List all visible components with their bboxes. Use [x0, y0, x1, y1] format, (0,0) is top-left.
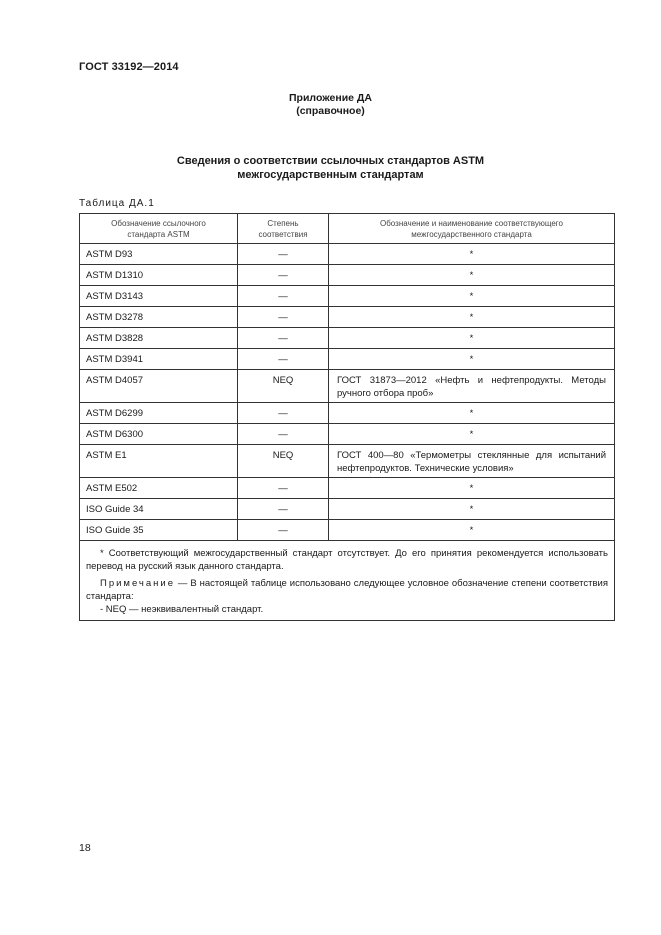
- cell-degree: —: [238, 265, 329, 286]
- appendix-subtitle: (справочное): [296, 105, 365, 117]
- table-row: [80, 349, 615, 370]
- column-header-degree: [238, 214, 329, 244]
- table-row: [80, 244, 615, 265]
- cell-reference: *: [329, 478, 615, 499]
- cell-reference: *: [329, 403, 615, 424]
- cell-degree: —: [238, 349, 329, 370]
- cell-degree: NEQ: [238, 445, 329, 478]
- section-title: [0, 154, 661, 182]
- cell-standard: ASTM D1310: [80, 265, 238, 286]
- cell-standard: ASTM D6299: [80, 403, 238, 424]
- cell-standard: ISO Guide 35: [80, 520, 238, 541]
- page-number: 18: [79, 842, 91, 854]
- cell-reference: *: [329, 265, 615, 286]
- cell-reference: *: [329, 328, 615, 349]
- standards-table: [79, 213, 615, 621]
- cell-reference: *: [329, 286, 615, 307]
- table-row: [80, 370, 615, 403]
- column-header-line: межгосударственного стандарта: [411, 229, 532, 239]
- section-title-line-2: межгосударственным стандартам: [237, 169, 424, 181]
- column-header-line: Обозначение и наименование соответствующего: [380, 218, 563, 228]
- note-text: — В настоящей таблице использовано следующее условное обозначение степени соответствия стандарта:: [86, 578, 608, 602]
- table-row: [80, 307, 615, 328]
- table-footnote-cell: [80, 541, 615, 621]
- table-row: [80, 520, 615, 541]
- table-row: [80, 328, 615, 349]
- cell-degree: —: [238, 478, 329, 499]
- cell-standard: ASTM D3278: [80, 307, 238, 328]
- cell-standard: ASTM D6300: [80, 424, 238, 445]
- table-label: Таблица ДА.1: [79, 198, 155, 209]
- table-row: [80, 286, 615, 307]
- column-header-line: стандарта ASTM: [127, 229, 190, 239]
- note-label: Примечание: [100, 578, 175, 589]
- table-header-row: [80, 214, 615, 244]
- column-header-line: соответствия: [258, 229, 308, 239]
- column-header-line: Степень: [267, 218, 299, 228]
- cell-standard: ISO Guide 34: [80, 499, 238, 520]
- cell-degree: —: [238, 286, 329, 307]
- cell-standard: ASTM D3941: [80, 349, 238, 370]
- table-row: [80, 403, 615, 424]
- table-row: [80, 499, 615, 520]
- cell-degree: —: [238, 403, 329, 424]
- cell-standard: ASTM E502: [80, 478, 238, 499]
- document-code: ГОСТ 33192—2014: [79, 61, 179, 73]
- cell-degree: —: [238, 499, 329, 520]
- column-header-interstate-standard: [329, 214, 615, 244]
- note-item: - NEQ — неэквивалентный стандарт.: [100, 604, 264, 615]
- cell-standard: ASTM E1: [80, 445, 238, 478]
- cell-degree: —: [238, 520, 329, 541]
- cell-reference: *: [329, 307, 615, 328]
- column-header-standard: [80, 214, 238, 244]
- footnote: * Соответствующий межгосударственный стандарт отсутствует. До его принятия рекомендуется использовать перевод на русский язык данного стандарта.: [86, 548, 608, 572]
- cell-reference: *: [329, 244, 615, 265]
- cell-degree: —: [238, 328, 329, 349]
- cell-reference: ГОСТ 31873—2012 «Нефть и нефтепродукты. Методы ручного отбора проб»: [329, 370, 615, 403]
- table-row: [80, 445, 615, 478]
- column-header-line: Обозначение ссылочного: [111, 218, 206, 228]
- cell-standard: ASTM D3828: [80, 328, 238, 349]
- cell-standard: ASTM D93: [80, 244, 238, 265]
- table-row: [80, 424, 615, 445]
- cell-standard: ASTM D4057: [80, 370, 238, 403]
- appendix-heading: [0, 92, 661, 118]
- cell-reference: *: [329, 349, 615, 370]
- cell-reference: *: [329, 499, 615, 520]
- cell-degree: —: [238, 307, 329, 328]
- cell-degree: NEQ: [238, 370, 329, 403]
- cell-reference: *: [329, 424, 615, 445]
- cell-degree: —: [238, 424, 329, 445]
- table-footer-row: [80, 541, 615, 621]
- cell-reference: *: [329, 520, 615, 541]
- appendix-title: Приложение ДА: [289, 92, 372, 104]
- section-title-line-1: Сведения о соответствии ссылочных стандартов ASTM: [176, 155, 485, 167]
- cell-degree: —: [238, 244, 329, 265]
- note: [86, 577, 608, 603]
- cell-reference: ГОСТ 400—80 «Термометры стеклянные для испытаний нефтепродуктов. Технические условия»: [329, 445, 615, 478]
- cell-standard: ASTM D3143: [80, 286, 238, 307]
- table-row: [80, 265, 615, 286]
- table-row: [80, 478, 615, 499]
